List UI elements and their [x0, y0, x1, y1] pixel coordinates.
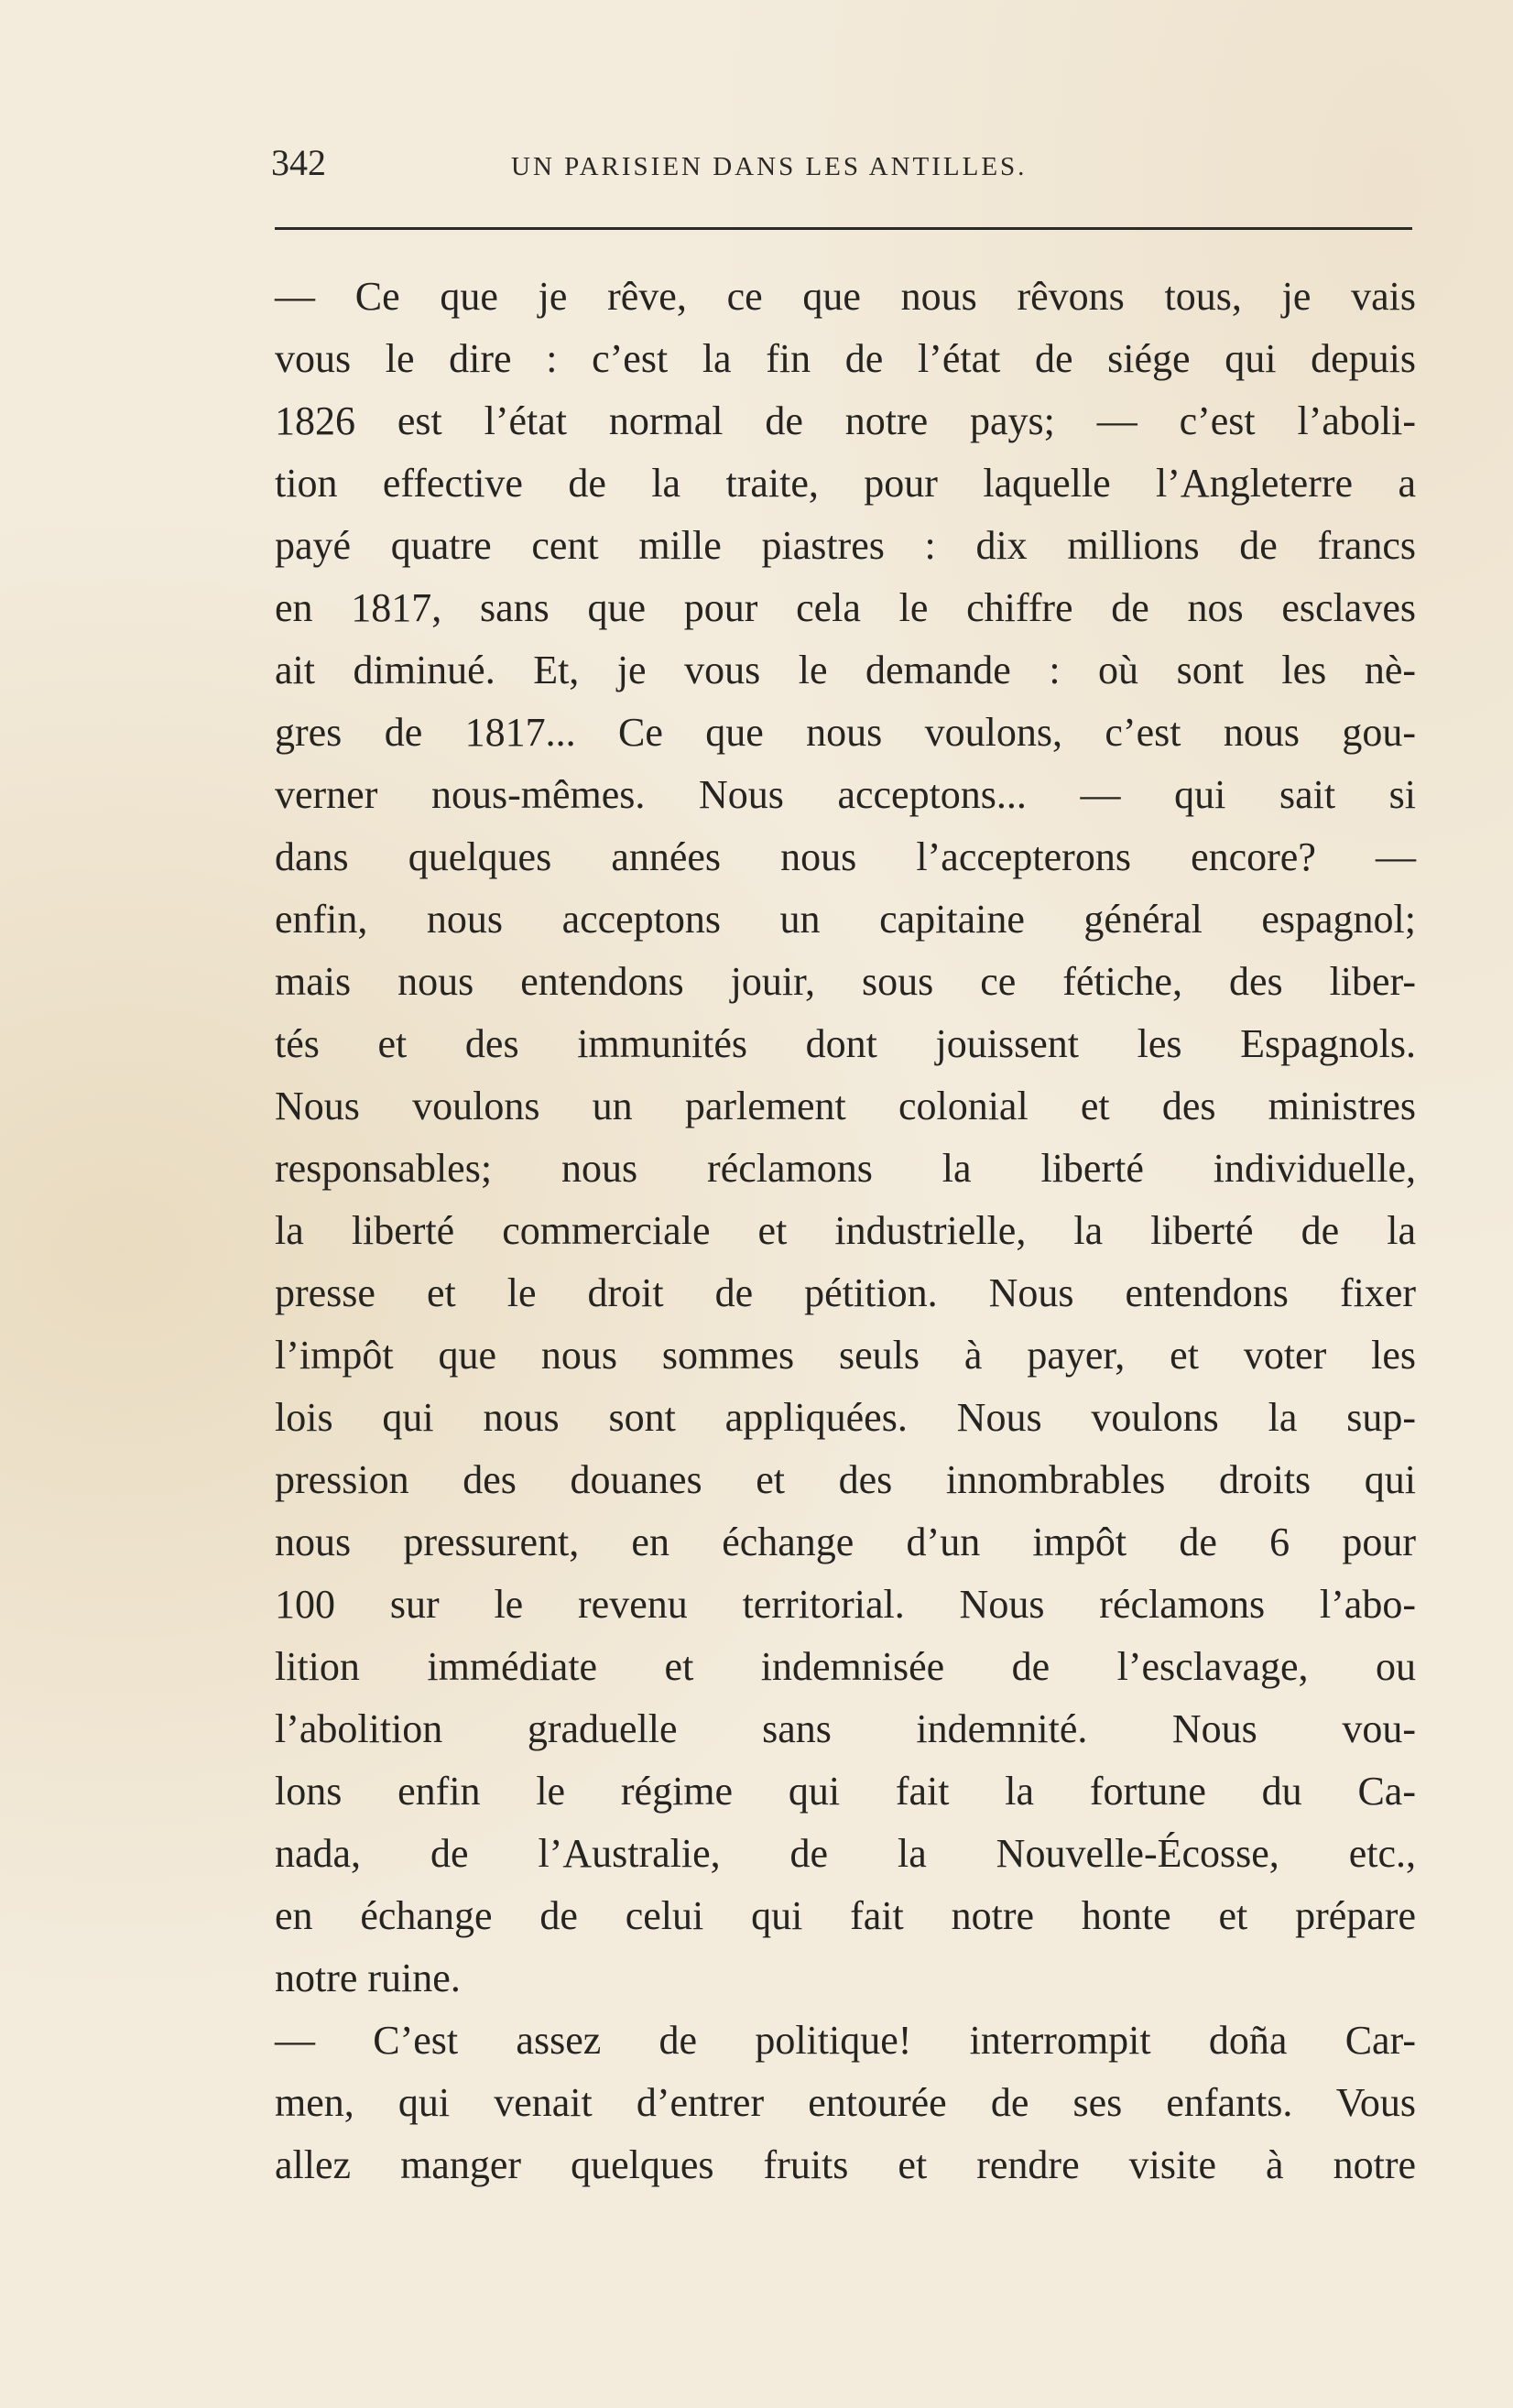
text-line: men, qui venait d’entrer entourée de ses enfants. Vous [275, 2080, 1416, 2125]
text-line: presse et le droit de pétition. Nous entendons fixer [275, 1270, 1416, 1315]
text-line: en 1817, sans que pour cela le chiffre de nos esclaves [275, 585, 1416, 630]
text-line: responsables; nous réclamons la liberté individuelle, [275, 1146, 1416, 1191]
text-line: payé quatre cent mille piastres : dix millions de francs [275, 523, 1416, 568]
text-line: lition immédiate et indemnisée de l’esclavage, ou [275, 1644, 1416, 1689]
text-line: verner nous-mêmes. Nous acceptons... — qui sait si [275, 772, 1416, 817]
text-line: en échange de celui qui fait notre honte et prépare [275, 1893, 1416, 1938]
text-line: 1826 est l’état normal de notre pays; — c’est l’aboli- [275, 398, 1416, 443]
page-header [271, 136, 1412, 191]
text-line: lois qui nous sont appliquées. Nous voulons la sup- [275, 1395, 1416, 1440]
text-line: tés et des immunités dont jouissent les Espagnols. [275, 1021, 1416, 1066]
text-line: lons enfin le régime qui fait la fortune du Ca- [275, 1769, 1416, 1814]
body-text [275, 266, 1416, 2196]
text-line: nous pressurent, en échange d’un impôt de 6 pour [275, 1520, 1416, 1564]
running-title: UN PARISIEN DANS LES ANTILLES. [511, 152, 1028, 181]
paragraph-end-line: notre ruine. [275, 1956, 461, 2000]
text-line: vous le dire : c’est la fin de l’état de siége qui depuis [275, 336, 1416, 381]
text-line: mais nous entendons jouir, sous ce fétiche, des liber- [275, 959, 1416, 1004]
text-line: — Ce que je rêve, ce que nous rêvons tous, je vais [275, 274, 1416, 319]
text-line: pression des douanes et des innombrables droits qui [275, 1457, 1416, 1502]
page-number: 342 [271, 142, 326, 183]
text-line: enfin, nous acceptons un capitaine général espagnol; [275, 897, 1416, 942]
text-line: dans quelques années nous l’accepterons encore? — [275, 834, 1416, 879]
text-line: tion effective de la traite, pour laquelle l’Angleterre a [275, 461, 1416, 506]
text-line: l’abolition graduelle sans indemnité. Nous vou- [275, 1706, 1416, 1751]
text-line: l’impôt que nous sommes seuls à payer, et voter les [275, 1333, 1416, 1378]
text-line: gres de 1817... Ce que nous voulons, c’est nous gou- [275, 710, 1416, 755]
text-line: nada, de l’Australie, de la Nouvelle-Écosse, etc., [275, 1831, 1416, 1876]
text-line: — C’est assez de politique! interrompit doña Car- [275, 2018, 1416, 2063]
text-line: la liberté commerciale et industrielle, la liberté de la [275, 1208, 1416, 1253]
text-line: Nous voulons un parlement colonial et des ministres [275, 1084, 1416, 1128]
text-line: allez manger quelques fruits et rendre visite à notre [275, 2142, 1416, 2187]
text-line: ait diminué. Et, je vous le demande : où sont les nè- [275, 648, 1416, 692]
text-line: 100 sur le revenu territorial. Nous réclamons l’abo- [275, 1582, 1416, 1627]
header-rule [275, 227, 1412, 230]
